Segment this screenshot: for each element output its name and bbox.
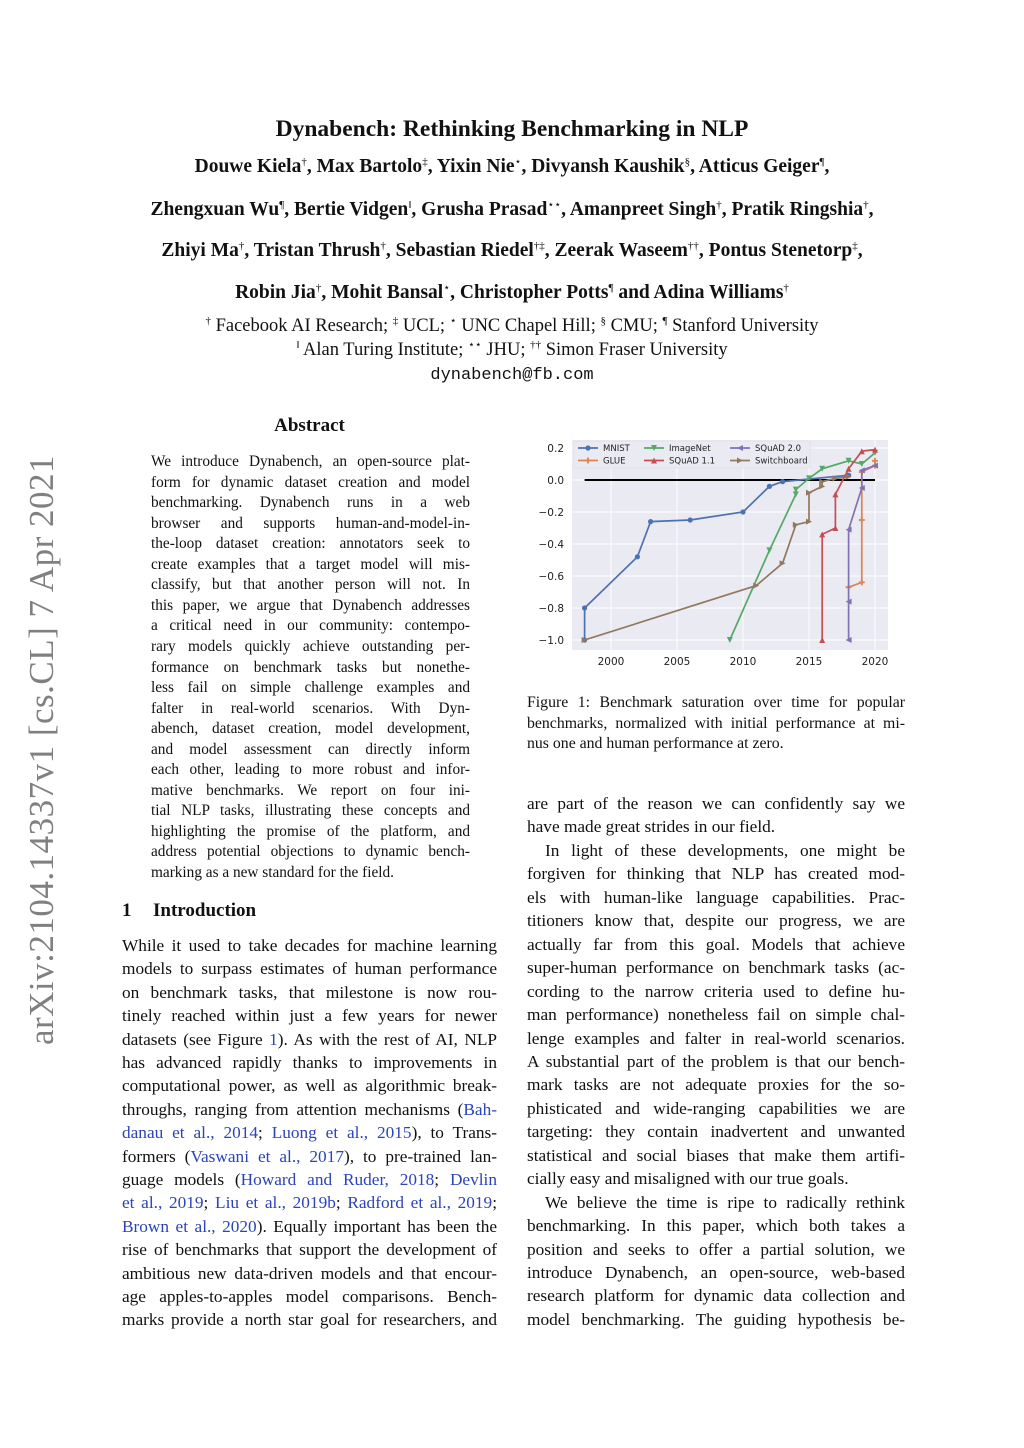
text-line: [122, 1123, 497, 1143]
text-line: [122, 1147, 497, 1167]
text-span: ). Equally important has been the: [256, 1216, 498, 1236]
affiliation-name: CMU;: [605, 316, 663, 336]
citation-link[interactable]: Howard and Ruder, 2018: [240, 1170, 435, 1189]
data-point-mnist: [582, 605, 587, 610]
text-line: have made great strides in our field.: [527, 817, 776, 837]
affiliation-mark: †: [301, 156, 307, 168]
author-name: , Sebastian Riedel: [385, 240, 534, 261]
x-tick-label: 2010: [729, 656, 757, 668]
text-line: [122, 1170, 497, 1190]
text-line: targeting: they contain inadvertent and unwanted: [527, 1122, 905, 1142]
text-line: introduce Dynabench, an open-source, web-based: [527, 1263, 905, 1282]
affiliation-mark: ⋆⋆: [547, 199, 562, 211]
affiliation-mark: ‖: [296, 339, 300, 351]
affiliation-mark: †‡: [533, 240, 545, 252]
author-name: , Amanpreet Singh: [561, 199, 717, 220]
text-line: benchmarks, normalized with initial performance at mi-: [527, 714, 905, 732]
text-span: formers (: [122, 1146, 191, 1166]
text-line: are part of the reason we can confidently say we: [527, 794, 905, 813]
data-point-mnist: [780, 479, 785, 484]
text-line: A substantial part of the problem is that our bench-: [527, 1051, 905, 1071]
text-span: ;: [258, 1123, 272, 1143]
y-tick-label: −0.6: [538, 571, 564, 583]
affiliation-mark: †: [238, 240, 245, 252]
affiliation-mark: ⋆: [443, 282, 451, 294]
text-span: ), to pre-trained lan-: [343, 1146, 497, 1166]
text-line: man performance) nonetheless fail on simple chal-: [527, 1005, 905, 1025]
author-name: , Mohit Bansal: [321, 282, 444, 303]
author-name: Douwe Kiela: [194, 156, 302, 177]
text-span: ;: [203, 1193, 216, 1213]
affiliation-name: JHU;: [481, 340, 531, 360]
text-line: model benchmarking. The guiding hypothesis be-: [527, 1309, 905, 1329]
benchmark-saturation-chart: [530, 435, 900, 670]
affiliation-mark: ⋆: [514, 156, 522, 168]
text-line: benchmarking. Dynabench runs in a web: [151, 494, 470, 512]
text-line: benchmarking. In this paper, which both takes a: [527, 1216, 905, 1236]
affiliation-mark: ‖: [408, 199, 412, 211]
data-point-mnist: [635, 554, 640, 559]
author-name: ,: [824, 156, 830, 177]
citation-link[interactable]: Bah-: [463, 1099, 497, 1119]
data-point-mnist: [648, 519, 653, 524]
affiliation-mark: §: [684, 156, 691, 168]
data-point-mnist: [767, 484, 772, 489]
section-number: 1: [122, 900, 132, 921]
text-line: tial NLP tasks, illustrating these concepts and: [151, 802, 470, 820]
text-line: rary models quickly achieve outstanding per-: [151, 637, 470, 655]
affiliation-name: Alan Turing Institute;: [299, 340, 469, 360]
text-line: computational power, as well as algorithmic break-: [122, 1076, 497, 1096]
legend-label-imagenet: ImageNet: [669, 444, 711, 454]
author-name: , Pratik Ringshia: [721, 199, 864, 220]
text-line: position and seeks to offer a partial solution, we: [527, 1239, 905, 1259]
legend-label-switchboard: Switchboard: [755, 456, 808, 467]
text-line: [122, 1100, 497, 1120]
affiliation-mark: ††: [687, 240, 699, 252]
author-name: , Christopher Potts: [450, 282, 609, 303]
x-tick-label: 2020: [861, 656, 889, 668]
affiliation-mark: †: [863, 199, 869, 211]
text-line: forgiven for thinking that NLP has created mod-: [527, 864, 905, 884]
legend-marker-mnist: [585, 445, 590, 450]
text-line: tinely reached within just a few years for newer: [122, 1006, 497, 1026]
text-line: the-loop dataset creation: annotators seek to: [151, 535, 470, 553]
abstract-heading: Abstract: [274, 415, 345, 436]
text-line: classify, but that another person will not. In: [151, 576, 470, 594]
affiliation-mark: ⋆⋆: [468, 339, 482, 351]
author-name: ,: [857, 240, 863, 261]
text-line: each other, leading to more robust and infor-: [151, 761, 470, 779]
text-line: phisticated and wide-ranging capabilities we are: [527, 1098, 905, 1118]
text-line: mark tasks are not adequate proxies for the so-: [527, 1075, 905, 1095]
section-heading-introduction: [122, 900, 256, 922]
affiliation-mark: †: [783, 282, 789, 294]
legend-label-squad-2-0: SQuAD 2.0: [755, 444, 802, 454]
contact-email: dynabench@fb.com: [430, 366, 594, 385]
y-tick-label: −1.0: [538, 635, 564, 647]
author-line: [0, 156, 1024, 178]
author-name: Zhiyi Ma: [161, 240, 239, 261]
author-name: ,: [868, 199, 874, 220]
affiliation-name: Facebook AI Research;: [210, 316, 393, 336]
data-point-mnist: [740, 509, 745, 514]
text-span: ;: [335, 1193, 348, 1213]
legend-label-glue: GLUE: [603, 456, 626, 467]
citation-link[interactable]: Liu et al., 2019b: [215, 1193, 336, 1213]
text-line: a critical need in our community: contempo-: [151, 617, 470, 635]
text-line: While it used to take decades for machine learning: [122, 936, 497, 955]
affiliation-mark: ¶: [279, 199, 285, 211]
citation-link[interactable]: et al., 2019: [122, 1193, 204, 1213]
text-span: datasets (see Figure: [122, 1029, 270, 1049]
text-line: super-human performance on benchmark tasks (ac-: [527, 958, 905, 978]
affiliation-mark: ††: [530, 339, 542, 351]
text-line: marking as a new standard for the field.: [151, 864, 394, 881]
data-point-mnist: [688, 517, 693, 522]
y-tick-label: 0.0: [547, 475, 564, 487]
x-tick-label: 2005: [663, 656, 691, 668]
text-line: [122, 1217, 497, 1237]
text-line: statistical and social biases that make them artifi-: [527, 1145, 905, 1165]
text-span: ). As with the rest of AI, NLP: [277, 1029, 498, 1049]
affiliation-mark: ¶: [608, 282, 614, 294]
text-line: this paper, we argue that Dynabench addresses: [151, 596, 470, 614]
text-line: actually far from this goal. Models that achieve: [527, 934, 905, 954]
text-span: guage models (: [122, 1170, 241, 1189]
text-line: [122, 1030, 497, 1050]
author-name: , Yixin Nie: [427, 156, 515, 177]
text-line: We believe the time is ripe to radically rethink: [545, 1192, 905, 1212]
author-name: , Max Bartolo: [306, 156, 423, 177]
author-name: Zhengxuan Wu: [150, 199, 280, 220]
author-line: [0, 240, 1024, 262]
affiliation-mark: ‡: [392, 315, 399, 327]
text-line: ambitious new data-driven models and that encour-: [122, 1263, 497, 1283]
affiliation-name: UCL;: [398, 316, 450, 336]
author-line: [0, 282, 1024, 304]
text-line: research platform for dynamic data collection and: [527, 1286, 905, 1306]
y-tick-label: −0.8: [538, 603, 564, 615]
text-line: formance on benchmark tasks but nonethe-: [151, 658, 470, 676]
y-tick-label: −0.4: [538, 539, 564, 551]
affiliation-mark: ¶: [662, 315, 668, 327]
text-span: ;: [434, 1170, 450, 1189]
text-line: rise of benchmarks that support the development of: [122, 1240, 497, 1260]
author-name: Robin Jia: [235, 282, 316, 303]
citation-link[interactable]: Vaswani et al., 2017: [190, 1146, 344, 1166]
citation-link[interactable]: Luong et al., 2015: [271, 1123, 412, 1143]
affiliation-mark: †: [315, 282, 322, 294]
text-line: has advanced rapidly thanks to improvements in: [122, 1053, 497, 1072]
text-line: [122, 1193, 497, 1213]
text-line: Figure 1: Benchmark saturation over time for popular: [527, 694, 905, 711]
author-name: and Adina Williams: [613, 282, 784, 303]
text-line: falter in real-world scenarios. With Dyn-: [151, 699, 470, 717]
x-tick-label: 2000: [597, 656, 625, 668]
text-line: nus one and human performance at zero.: [527, 735, 784, 753]
text-line: We introduce Dynabench, an open-source plat-: [151, 453, 470, 470]
citation-link[interactable]: danau et al., 2014: [122, 1123, 259, 1143]
legend-label-squad-1-1: SQuAD 1.1: [669, 456, 716, 467]
affiliation-mark: §: [600, 315, 606, 327]
text-span: ;: [492, 1193, 497, 1213]
affiliation-mark: †: [380, 240, 386, 252]
affiliation-name: Simon Fraser University: [541, 340, 728, 360]
plot-background: [572, 440, 888, 650]
text-line: els with human-like language capabilities. Prac-: [527, 887, 905, 907]
arxiv-stamp: arXiv:2104.14337v1 [cs.CL] 7 Apr 2021: [22, 454, 61, 1046]
affiliation-name: UNC Chapel Hill;: [456, 316, 601, 336]
citation-link[interactable]: 1: [269, 1029, 278, 1049]
text-line: address potential objections to dynamic bench-: [151, 843, 470, 861]
text-line: abench, dataset creation, model development,: [151, 720, 470, 738]
text-line: and model assessment can directly inform: [151, 740, 470, 758]
citation-link[interactable]: Radford et al., 2019: [347, 1193, 493, 1213]
section-title: Introduction: [153, 900, 257, 921]
text-line: highlighting the promise of the platform, and: [151, 822, 470, 840]
legend-label-mnist: MNIST: [603, 444, 630, 454]
text-line: on benchmark tasks, that milestone is now rou-: [122, 982, 497, 1002]
citation-link[interactable]: Brown et al., 2020: [122, 1216, 257, 1236]
affiliation-mark: ⋆: [449, 315, 457, 327]
text-line: cording to the narrow criteria used to define hu-: [527, 981, 905, 1001]
author-name: , Tristan Thrush: [244, 240, 381, 261]
affiliation-mark: ‡: [852, 240, 858, 252]
author-name: , Divyansh Kaushik: [521, 156, 685, 177]
text-line: mative benchmarks. We report on four ini-: [151, 781, 470, 799]
author-name: , Pontus Stenetorp: [698, 240, 853, 261]
affiliation-mark: ‡: [422, 156, 428, 168]
author-name: , Atticus Geiger: [690, 156, 820, 177]
affiliation-mark: †: [205, 315, 211, 327]
author-line: [0, 199, 1024, 221]
text-line: models to surpass estimates of human performance: [122, 959, 497, 979]
author-name: , Zeerak Waseem: [544, 240, 688, 261]
text-line: marks provide a north star goal for researchers, and: [122, 1310, 497, 1330]
paper-title: Dynabench: Rethinking Benchmarking in NLP: [275, 116, 749, 142]
affiliation-name: Stanford University: [667, 316, 819, 336]
affiliation-mark: ¶: [819, 156, 825, 168]
affiliation-line: [0, 340, 1024, 361]
affiliation-line: [0, 316, 1024, 337]
y-tick-label: 0.2: [547, 443, 564, 455]
text-line: create examples that a target model will mis-: [151, 555, 470, 573]
text-line: In light of these developments, one might be: [545, 840, 905, 860]
text-line: lenge examples and falter in real-world scenarios.: [527, 1028, 905, 1048]
text-line: titioners know that, despite our progress, we are: [527, 911, 905, 931]
text-line: cially easy and misaligned with our true goals.: [527, 1169, 849, 1189]
text-span: throughs, ranging from attention mechanisms (: [122, 1099, 464, 1119]
text-line: browser and supports human-and-model-in-: [151, 514, 470, 532]
affiliation-mark: †: [716, 199, 722, 211]
author-name: , Grusha Prasad: [411, 199, 548, 220]
text-span: ), to Trans-: [411, 1123, 497, 1143]
author-name: , Bertie Vidgen: [284, 199, 409, 220]
y-tick-label: −0.2: [538, 507, 564, 519]
text-line: age apples-to-apples model comparisons. Bench-: [122, 1287, 497, 1306]
citation-link[interactable]: Devlin: [449, 1170, 497, 1189]
text-line: less fail on simple challenge examples and: [151, 679, 470, 697]
text-line: form for dynamic dataset creation and model: [151, 473, 470, 491]
x-tick-label: 2015: [795, 656, 823, 668]
